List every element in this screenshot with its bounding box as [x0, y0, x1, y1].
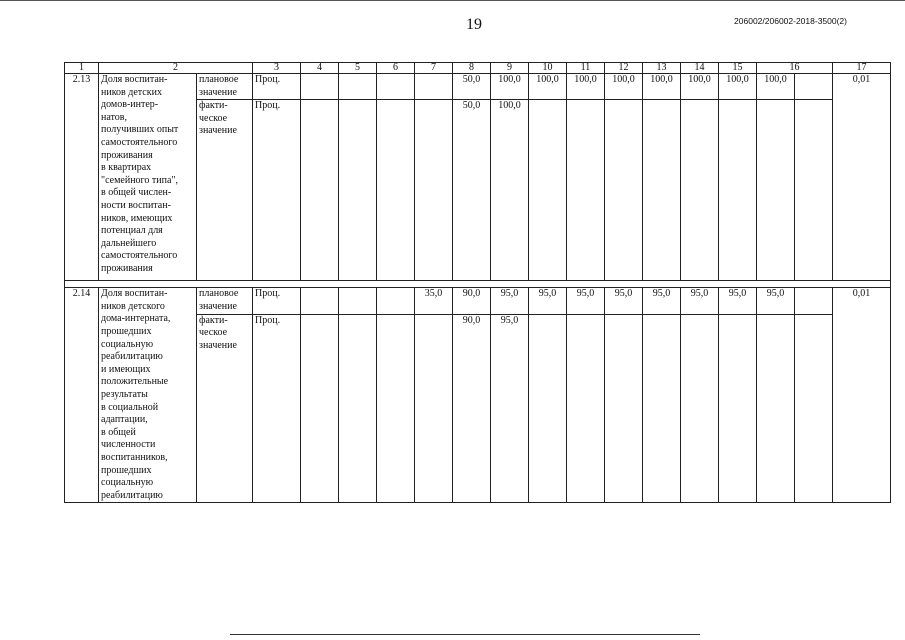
header-cell: 11 — [567, 63, 605, 74]
value-cell — [757, 314, 795, 503]
header-cell: 7 — [415, 63, 453, 74]
header-cell: 2 — [99, 63, 253, 74]
value-cell: 100,0 — [643, 74, 681, 100]
value-cell — [795, 100, 833, 281]
value-cell — [795, 314, 833, 503]
value-cell — [719, 100, 757, 281]
plan-label: плановое значение — [197, 74, 253, 100]
header-cell: 17 — [833, 63, 891, 74]
table-row — [65, 74, 891, 100]
value-cell — [377, 74, 415, 100]
value-cell: 95,0 — [605, 288, 643, 314]
value-cell — [301, 74, 339, 100]
header-cell: 10 — [529, 63, 567, 74]
table-row — [65, 288, 891, 314]
value-cell — [339, 314, 377, 503]
value-cell — [605, 314, 643, 503]
value-cell: 95,0 — [491, 288, 529, 314]
value-cell: 100,0 — [491, 100, 529, 281]
value-cell — [301, 288, 339, 314]
value-cell — [567, 100, 605, 281]
row-id: 2.13 — [65, 74, 99, 281]
value-cell: 100,0 — [491, 74, 529, 100]
header-row — [65, 63, 891, 74]
value-cell — [681, 314, 719, 503]
value-cell — [795, 288, 833, 314]
value-cell — [415, 74, 453, 100]
value-cell: 100,0 — [605, 74, 643, 100]
header-cell: 12 — [605, 63, 643, 74]
value-cell: 100,0 — [529, 74, 567, 100]
value-cell — [605, 100, 643, 281]
unit-cell: Проц. — [253, 314, 301, 503]
row-separator — [65, 281, 891, 288]
value-cell — [377, 314, 415, 503]
indicator-description: Доля воспитан- ников детского дома-интерната, прошедших социальную реабилитацию и имеющих положительные результаты в социальной адаптации, в общей численности воспитанников, прошедших социальную реабилитацию — [99, 288, 197, 503]
weight-cell: 0,01 — [833, 74, 891, 281]
value-cell: 95,0 — [757, 288, 795, 314]
value-cell: 95,0 — [567, 288, 605, 314]
value-cell — [377, 288, 415, 314]
header-cell: 16 — [757, 63, 833, 74]
unit-cell: Проц. — [253, 288, 301, 314]
document-code: 206002/206002-2018-3500(2) — [734, 16, 847, 26]
value-cell: 95,0 — [719, 288, 757, 314]
header-cell: 8 — [453, 63, 491, 74]
value-cell — [339, 100, 377, 281]
weight-cell: 0,01 — [833, 288, 891, 503]
header-cell: 4 — [301, 63, 339, 74]
header-cell: 13 — [643, 63, 681, 74]
value-cell — [301, 100, 339, 281]
header-cell: 14 — [681, 63, 719, 74]
header-cell: 15 — [719, 63, 757, 74]
value-cell — [681, 100, 719, 281]
value-cell — [301, 314, 339, 503]
value-cell: 100,0 — [567, 74, 605, 100]
value-cell — [529, 314, 567, 503]
row-id: 2.14 — [65, 288, 99, 503]
unit-cell: Проц. — [253, 100, 301, 281]
value-cell — [339, 288, 377, 314]
indicator-description: Доля воспитан- ников детских домов-интер- натов, получивших опыт самостоятельного проживания в квартирах "семейного типа", в общей числен- ности воспитан- ников, имеющих потенциал для дальнейшего самостоятельного проживания — [99, 74, 197, 281]
fact-label: факти- ческое значение — [197, 100, 253, 281]
value-cell — [415, 314, 453, 503]
value-cell: 50,0 — [453, 100, 491, 281]
value-cell: 50,0 — [453, 74, 491, 100]
indicator-table — [64, 62, 891, 503]
header-cell: 1 — [65, 63, 99, 74]
value-cell — [757, 100, 795, 281]
page-number: 19 — [466, 16, 482, 33]
value-cell: 95,0 — [643, 288, 681, 314]
header-cell: 9 — [491, 63, 529, 74]
value-cell — [795, 74, 833, 100]
top-edge-line — [0, 0, 905, 1]
value-cell — [719, 314, 757, 503]
header-cell: 6 — [377, 63, 415, 74]
value-cell — [529, 100, 567, 281]
value-cell: 95,0 — [491, 314, 529, 503]
value-cell: 100,0 — [719, 74, 757, 100]
header-cell: 5 — [339, 63, 377, 74]
value-cell: 100,0 — [757, 74, 795, 100]
value-cell: 95,0 — [681, 288, 719, 314]
value-cell: 90,0 — [453, 314, 491, 503]
bottom-scan-line — [230, 634, 700, 635]
value-cell — [567, 314, 605, 503]
value-cell — [643, 314, 681, 503]
fact-label: факти- ческое значение — [197, 314, 253, 503]
value-cell — [415, 100, 453, 281]
value-cell: 90,0 — [453, 288, 491, 314]
value-cell — [377, 100, 415, 281]
header-cell: 3 — [253, 63, 301, 74]
unit-cell: Проц. — [253, 74, 301, 100]
value-cell: 35,0 — [415, 288, 453, 314]
value-cell — [643, 100, 681, 281]
plan-label: плановое значение — [197, 288, 253, 314]
value-cell: 100,0 — [681, 74, 719, 100]
value-cell — [339, 74, 377, 100]
value-cell: 95,0 — [529, 288, 567, 314]
